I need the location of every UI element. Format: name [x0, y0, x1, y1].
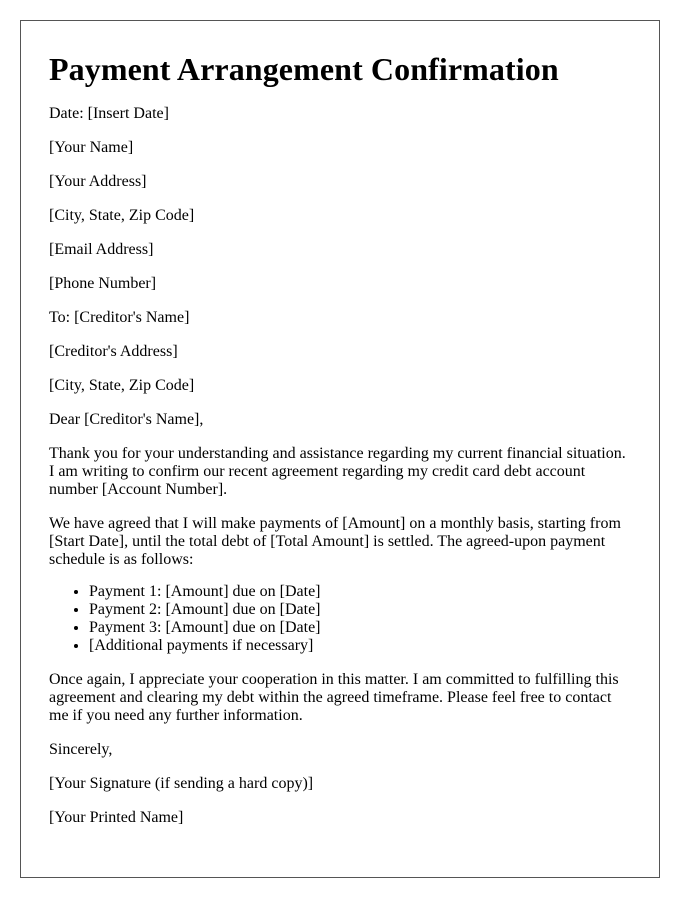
- body-paragraph-3: Once again, I appreciate your cooperation in this matter. I am committed to fulfilling this agreement and clearing my debt within the agreed timeframe. Please feel free to contact me if you need any further information.: [49, 671, 619, 724]
- signature-line: [Your Signature (if sending a hard copy)]: [49, 775, 314, 792]
- sender-name: [Your Name]: [49, 139, 134, 156]
- list-item: • Payment 3: [Amount] due on [Date]: [89, 619, 631, 637]
- recipient-address: [Creditor's Address]: [49, 343, 178, 360]
- letter-title: Payment Arrangement Confirmation: [49, 51, 559, 87]
- recipient-to-line: To: [Creditor's Name]: [49, 309, 190, 326]
- salutation: Dear [Creditor's Name],: [49, 411, 204, 428]
- body-paragraph-1: Thank you for your understanding and assistance regarding my current financial situation. I am writing to confirm our recent agreement regarding my credit card debt account number [Account Number].: [49, 445, 626, 498]
- recipient-city-state-zip: [City, State, Zip Code]: [49, 377, 195, 394]
- date-line: Date: [Insert Date]: [49, 105, 169, 122]
- sender-email: [Email Address]: [49, 241, 154, 258]
- sender-city-state-zip: [City, State, Zip Code]: [49, 207, 195, 224]
- sender-phone: [Phone Number]: [49, 275, 157, 292]
- closing: Sincerely,: [49, 741, 113, 758]
- printed-name: [Your Printed Name]: [49, 809, 184, 826]
- list-item: • [Additional payments if necessary]: [89, 637, 631, 655]
- list-item: • Payment 2: [Amount] due on [Date]: [89, 601, 631, 619]
- letter-document: [20, 20, 660, 878]
- list-item: • Payment 1: [Amount] due on [Date]: [89, 583, 631, 601]
- body-paragraph-2: We have agreed that I will make payments of [Amount] on a monthly basis, starting from [Start Date], until the total debt of [Total Amount] is settled. The agreed-upon payment schedule is as follows:: [49, 515, 621, 568]
- sender-address: [Your Address]: [49, 173, 147, 190]
- payment-schedule-list: [49, 583, 631, 655]
